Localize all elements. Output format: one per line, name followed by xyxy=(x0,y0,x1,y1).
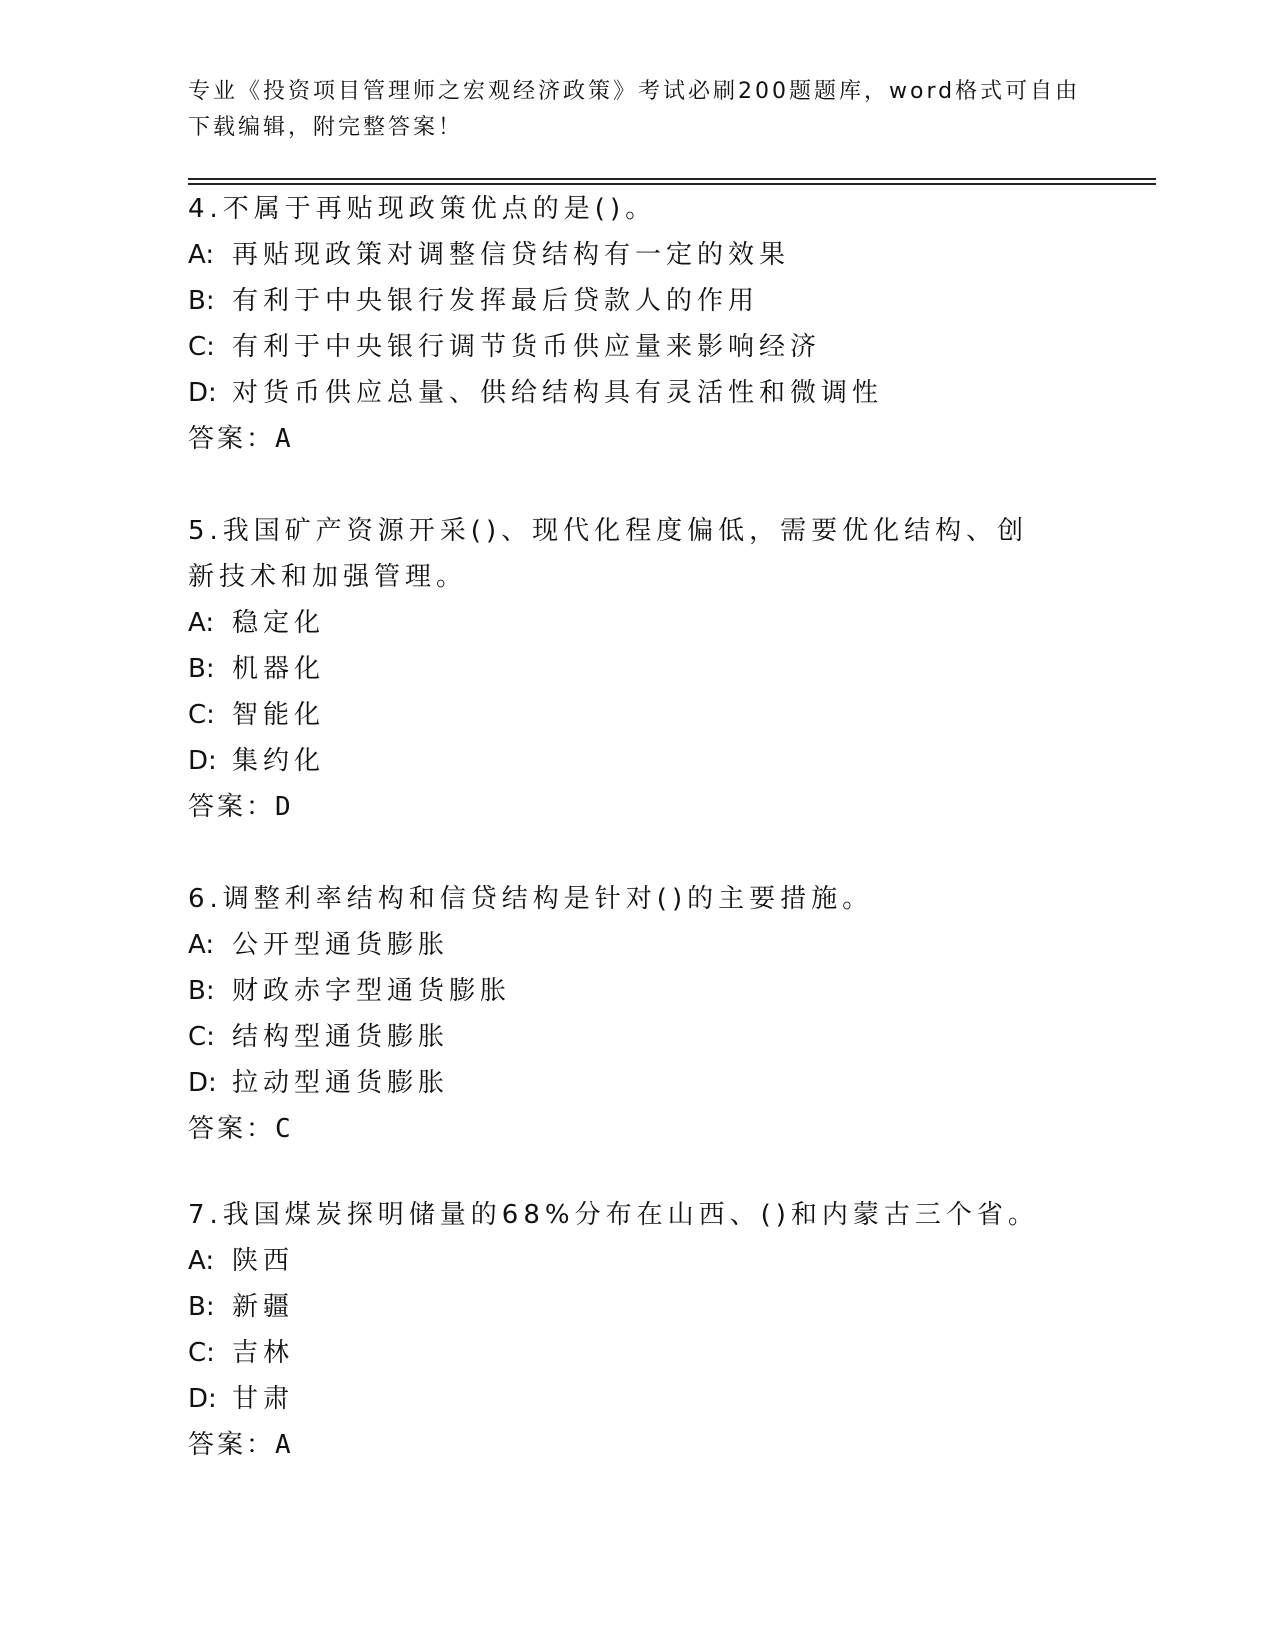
answer-line xyxy=(188,784,1088,830)
answer-line xyxy=(188,416,1088,462)
option-a xyxy=(188,232,1088,278)
option-text: 新疆 xyxy=(232,1292,295,1322)
answer-label: 答案： xyxy=(188,792,276,822)
option-b xyxy=(188,1284,1088,1330)
option-text: 结构型通货膨胀 xyxy=(232,1022,450,1052)
option-text: 智能化 xyxy=(232,700,326,730)
option-d xyxy=(188,738,1088,784)
option-text: 有利于中央银行发挥最后贷款人的作用 xyxy=(232,286,760,316)
question-5 xyxy=(188,508,1088,830)
option-c xyxy=(188,1330,1088,1376)
option-a xyxy=(188,600,1088,646)
question-4 xyxy=(188,186,1088,462)
option-key: B: xyxy=(188,976,215,1006)
option-key: A: xyxy=(188,608,215,638)
option-a xyxy=(188,922,1088,968)
option-key: C: xyxy=(188,1022,215,1052)
document-header: 专业《投资项目管理师之宏观经济政策》考试必刷200题题库，word格式可自由下载编辑，附完整答案！ xyxy=(188,79,1081,140)
header-divider-bottom xyxy=(188,183,1156,185)
option-text: 稳定化 xyxy=(232,608,326,638)
option-d xyxy=(188,1376,1088,1422)
option-text: 集约化 xyxy=(232,746,326,776)
answer-line xyxy=(188,1422,1088,1468)
option-key: B: xyxy=(188,1292,215,1322)
option-key: A: xyxy=(188,240,215,270)
option-key: A: xyxy=(188,1246,215,1276)
option-key: C: xyxy=(188,1338,215,1368)
option-key: C: xyxy=(188,332,215,362)
option-text: 财政赤字型通货膨胀 xyxy=(232,976,512,1006)
option-key: B: xyxy=(188,286,215,316)
option-key: D: xyxy=(188,746,217,776)
answer-label: 答案： xyxy=(188,1114,276,1144)
question-stem: 5.我国矿产资源开采()、现代化程度偏低，需要优化结构、创新技术和加强管理。 xyxy=(188,516,1029,592)
answer-value: C xyxy=(275,1114,294,1144)
option-key: D: xyxy=(188,378,217,408)
option-a xyxy=(188,1238,1088,1284)
option-key: D: xyxy=(188,1068,217,1098)
option-c xyxy=(188,324,1088,370)
option-text: 机器化 xyxy=(232,654,326,684)
answer-value: D xyxy=(275,792,294,822)
option-text: 有利于中央银行调节货币供应量来影响经济 xyxy=(232,332,822,362)
option-key: A: xyxy=(188,930,215,960)
question-stem: 7.我国煤炭探明储量的68%分布在山西、()和内蒙古三个省。 xyxy=(188,1200,1039,1230)
option-text: 吉林 xyxy=(232,1338,295,1368)
option-text: 对货币供应总量、供给结构具有灵活性和微调性 xyxy=(232,378,884,408)
option-key: D: xyxy=(188,1384,217,1414)
option-d xyxy=(188,1060,1088,1106)
question-stem: 6.调整利率结构和信贷结构是针对()的主要措施。 xyxy=(188,884,874,914)
option-c xyxy=(188,1014,1088,1060)
answer-label: 答案： xyxy=(188,1430,276,1460)
option-key: B: xyxy=(188,654,215,684)
option-b xyxy=(188,968,1088,1014)
option-text: 再贴现政策对调整信贷结构有一定的效果 xyxy=(232,240,791,270)
option-text: 甘肃 xyxy=(232,1384,295,1414)
question-6 xyxy=(188,876,1088,1152)
header-divider-top xyxy=(188,178,1156,180)
option-d xyxy=(188,370,1088,416)
option-text: 拉动型通货膨胀 xyxy=(232,1068,450,1098)
answer-label: 答案： xyxy=(188,424,276,454)
option-text: 陕西 xyxy=(232,1246,295,1276)
option-c xyxy=(188,692,1088,738)
option-key: C: xyxy=(188,700,215,730)
answer-value: A xyxy=(275,1430,294,1460)
option-b xyxy=(188,278,1088,324)
answer-line xyxy=(188,1106,1088,1152)
option-text: 公开型通货膨胀 xyxy=(232,930,450,960)
answer-value: A xyxy=(275,424,294,454)
option-b xyxy=(188,646,1088,692)
question-stem: 4.不属于再贴现政策优点的是()。 xyxy=(188,194,657,224)
question-7 xyxy=(188,1192,1088,1468)
